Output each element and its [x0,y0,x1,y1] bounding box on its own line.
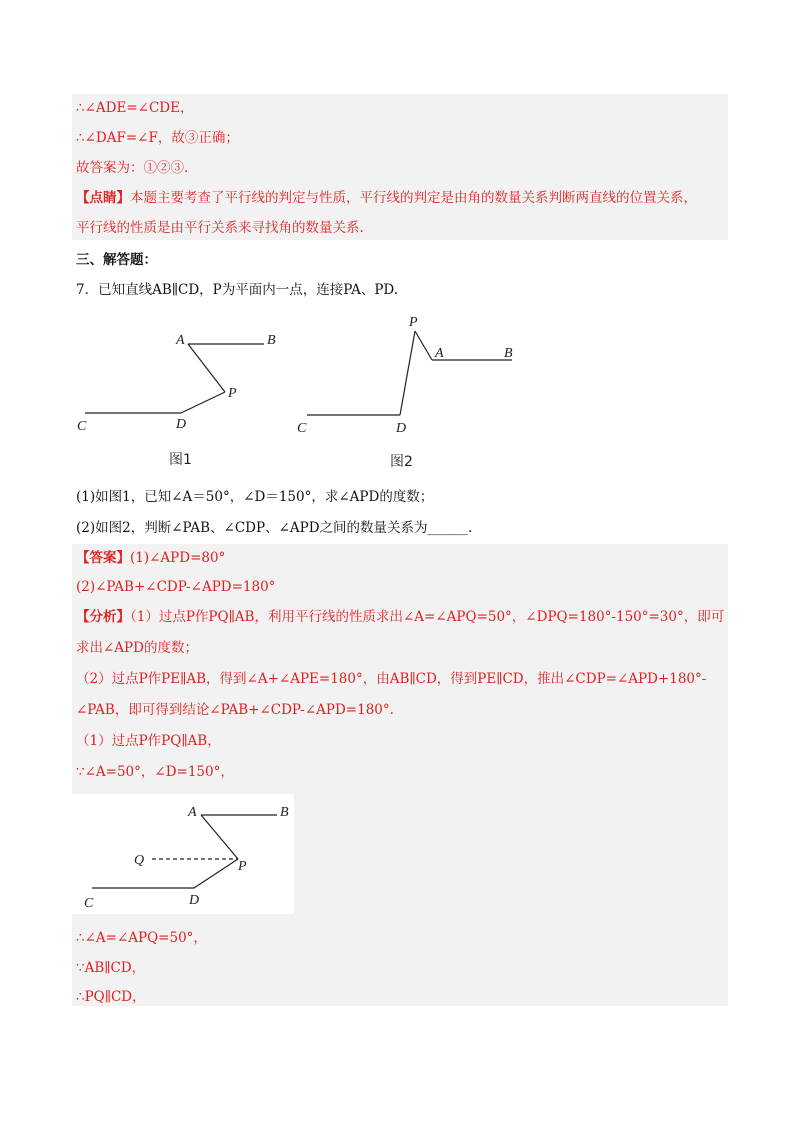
answer-part-1: (1)∠APD=80° [130,550,226,566]
analysis-line-4: ∠PAB，即可得到结论∠PAB+∠CDP-∠APD=180°. [76,702,394,718]
fig1-label-a: A [176,333,185,348]
solution-line-1: （1）过点P作PQ∥AB， [76,733,221,749]
fig3-label-b: B [280,805,289,820]
analysis-line-1 [76,607,726,627]
fig2-label-c: C [297,421,307,436]
question-part-2: (2)如图2，判断∠PAB、∠CDP、∠APD之间的数量关系为______. [76,520,473,536]
fig2-label-d: D [396,421,407,436]
solution-line-5: ∴PQ∥CD， [76,989,146,1005]
figures-1-2 [72,308,728,473]
figure-1 [85,344,264,413]
dianjing-text-1: 本题主要考查了平行线的判定与性质，平行线的判定是由角的数量关系判断两直线的位置关系， [130,190,697,206]
fig2-label-p: P [409,315,418,330]
fig2-label-a: A [435,346,444,361]
fig3-label-q: Q [134,853,145,868]
prev-solution-line-3: 故答案为：①②③. [76,160,189,176]
solution-line-2: ∵∠A=50°，∠D=150°， [76,764,234,780]
fig2-label-b: B [504,346,513,361]
dianjing-line-2: 平行线的性质是由平行关系来寻找角的数量关系. [76,220,364,236]
answer-part-2: (2)∠PAB+∠CDP-∠APD=180° [76,579,276,595]
solution-line-4: ∵AB∥CD， [76,960,146,976]
fig1-label-c: C [77,419,87,434]
fig1-segment-ap [188,344,225,392]
fig1-segment-pd [181,392,225,413]
figure-3 [72,794,294,914]
dianjing-line-1 [76,188,726,208]
fig2-caption: 图2 [390,454,413,470]
fig1-label-p: P [228,386,237,401]
fig2-segment-pa [415,331,432,360]
solution-line-3: ∴∠A=∠APQ=50°， [76,930,207,946]
analysis-line-2: 求出∠APD的度数； [76,640,198,656]
prev-solution-line-1: ∴∠ADE=∠CDE， [76,100,194,116]
answer-label: 【答案】 [76,550,130,566]
fig3-label-p: P [238,859,247,874]
analysis-text-1: （1）过点P作PQ∥AB，利用平行线的性质求出∠A=∠APQ=50°，∠DPQ=180°-150°=30°，即可 [130,609,725,625]
prev-solution-line-2: ∴∠DAF=∠F，故③正确； [76,130,239,146]
question-part-1: (1)如图1，已知∠A＝50°，∠D＝150°，求∠APD的度数； [76,489,434,505]
dianjing-label: 【点睛】 [76,190,130,206]
question-stem: 7．已知直线AB∥CD，P为平面内一点，连接PA、PD. [76,282,399,298]
fig3-segment-pd [194,859,238,888]
fig1-label-d: D [176,417,187,432]
fig3-label-a: A [188,805,197,820]
section-title: 三、解答题： [76,252,157,268]
fig3-label-c: C [84,896,94,911]
answer-line-1 [76,548,726,568]
analysis-line-3: （2）过点P作PE∥AB，得到∠A+∠APE=180°，由AB∥CD，得到PE∥CD，推出∠CDP=∠APD+180°- [76,671,707,687]
figure-2 [307,331,512,415]
fig3-label-d: D [189,893,200,908]
fig2-segment-dp [400,331,415,415]
fig3-segment-ap [201,815,238,859]
fig1-label-b: B [267,333,276,348]
fig1-caption: 图1 [169,452,192,468]
analysis-label: 【分析】 [76,609,130,625]
